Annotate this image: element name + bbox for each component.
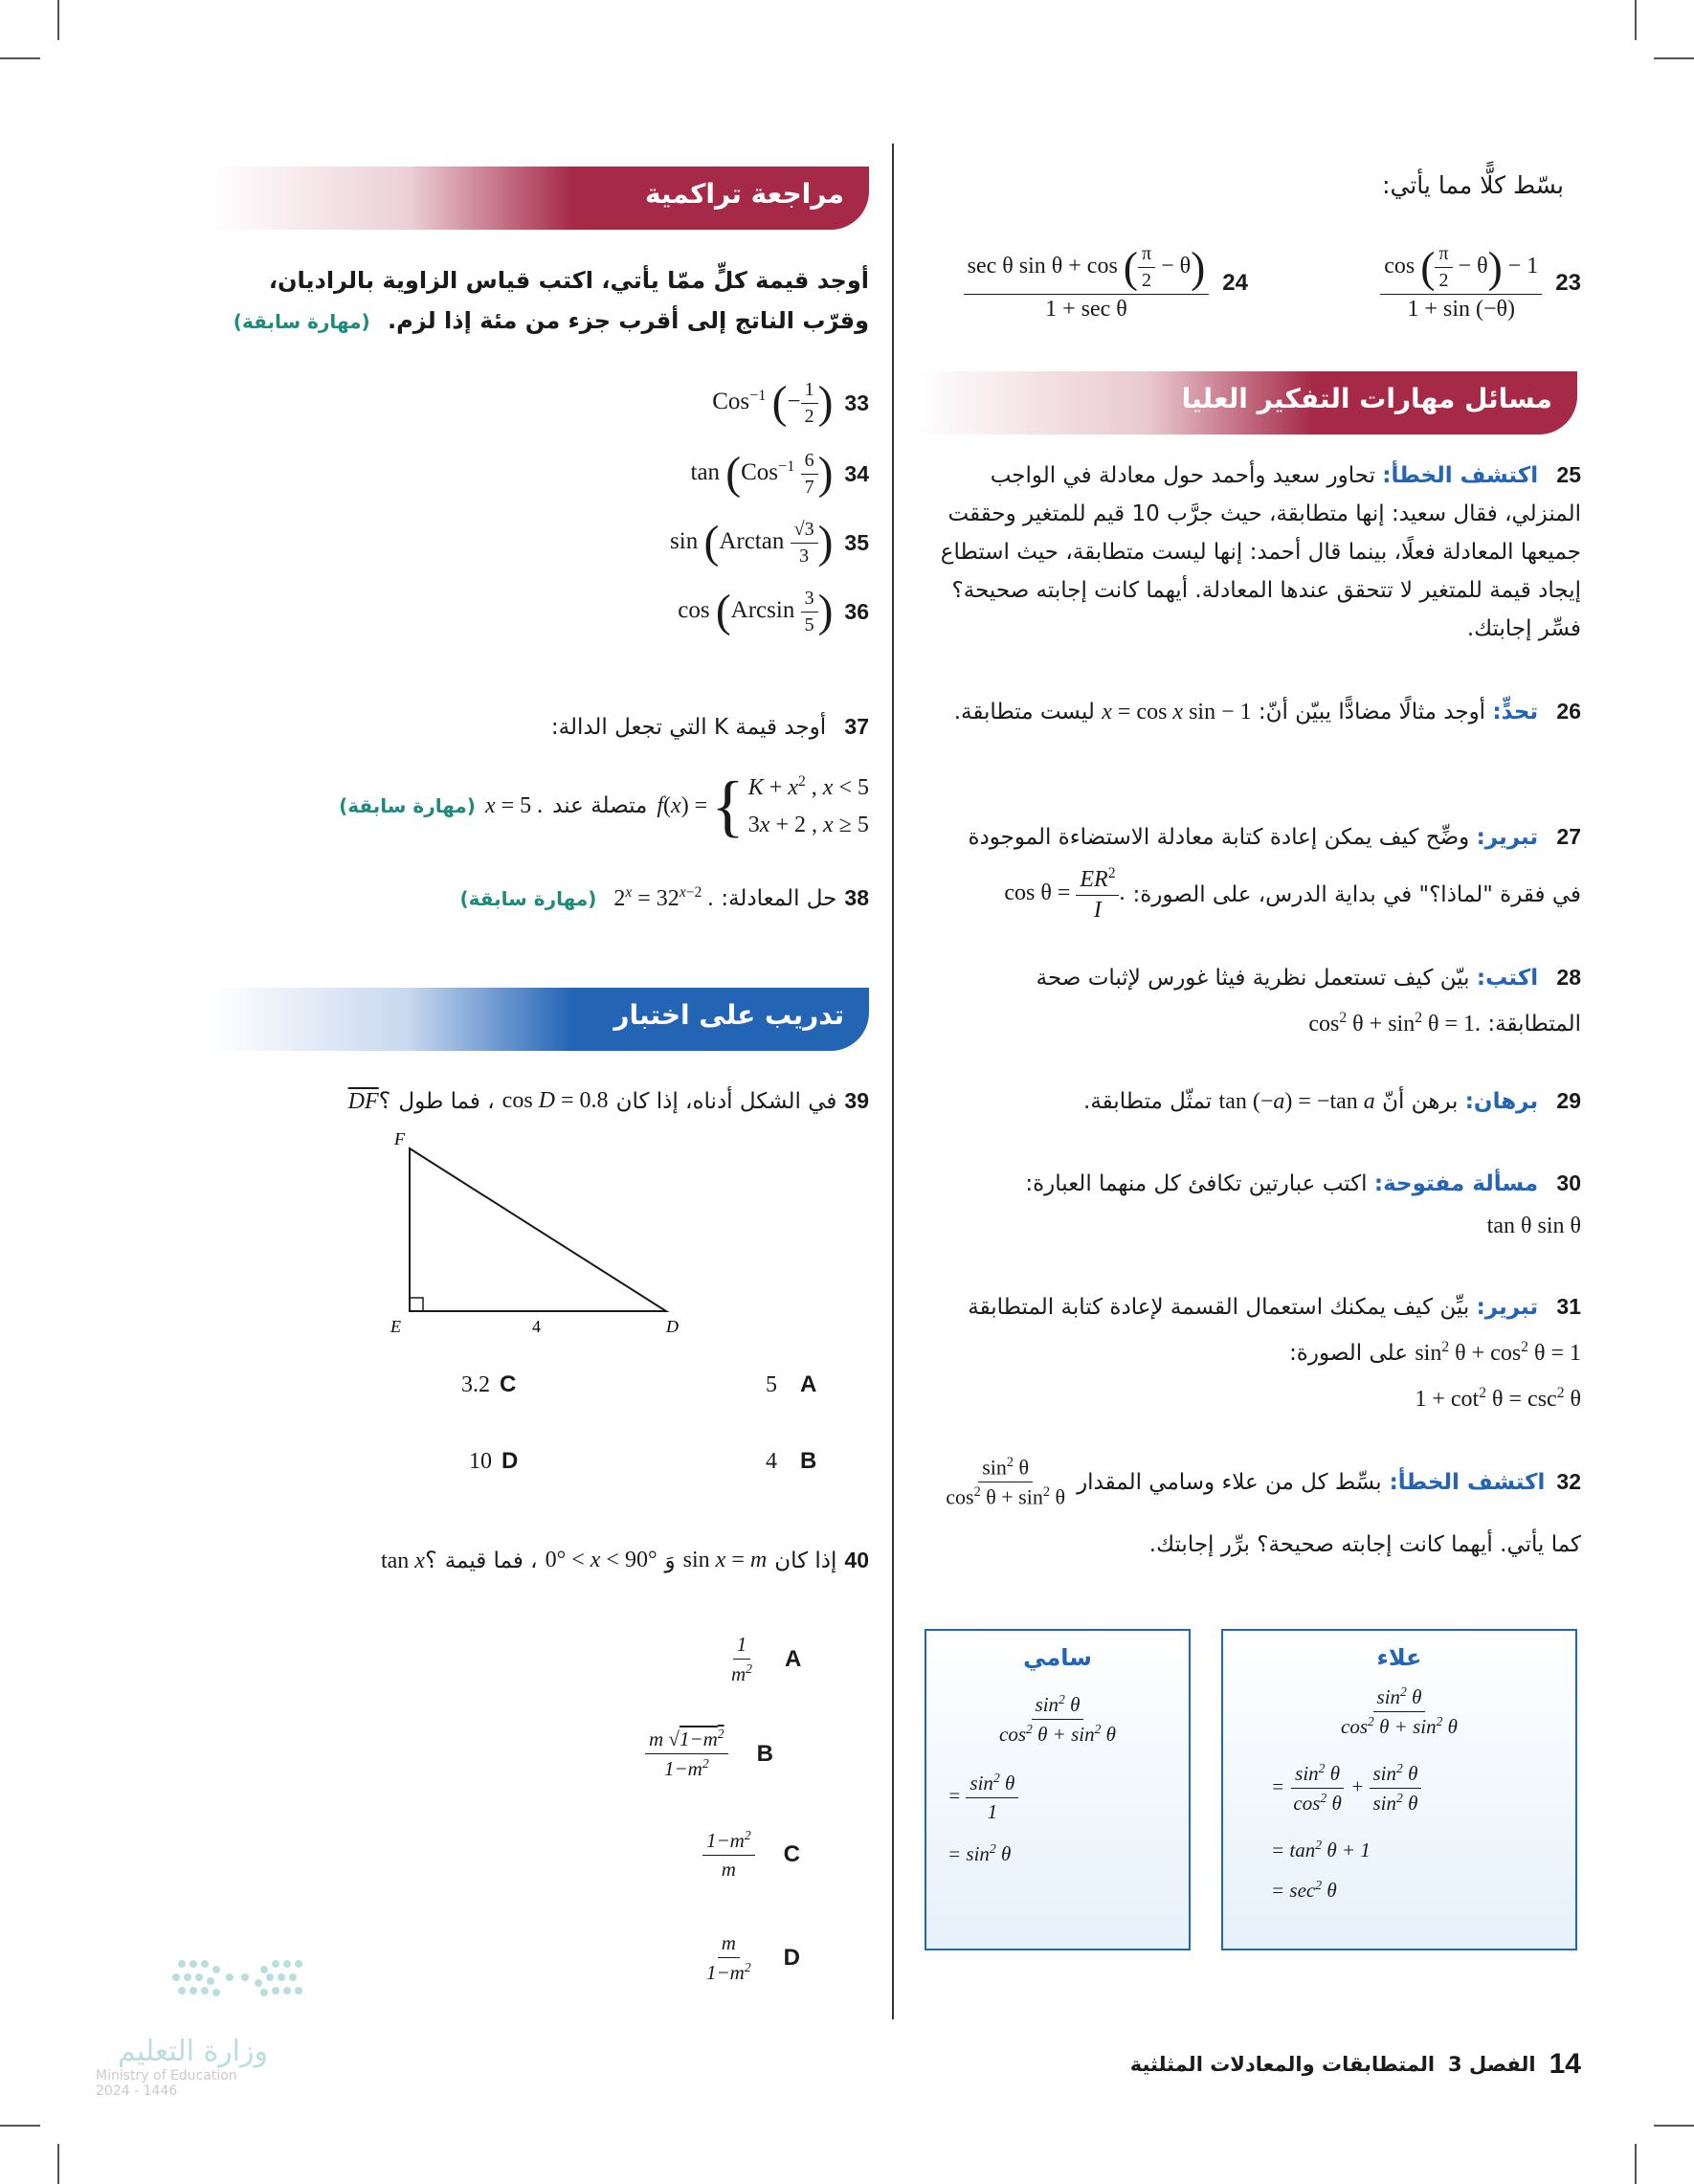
question-text: ، فما طول (398, 1088, 495, 1114)
question-text: وَ (664, 1548, 676, 1573)
option-label: D (502, 1448, 519, 1474)
question-text: بيِّن كيف يمكنك استعمال القسمة لإعادة كتابة المتطابقة (968, 1295, 1470, 1320)
expression-35: sin (Arctan $\frac{√3}{3}$ ) (670, 517, 834, 568)
option-a[interactable] (766, 1371, 816, 1398)
question-27-line2 (930, 865, 1581, 924)
open-ended-label: مسألة مفتوحة: (1373, 1171, 1539, 1196)
question-36 (678, 588, 869, 636)
option-label: B (800, 1448, 817, 1474)
sami-step-0: $\frac{\sin^2 \theta}{\cos^2 \theta + \sin^2 \theta}$ (999, 1692, 1116, 1746)
question-number: 38 (844, 885, 869, 910)
question-number: 30 (1556, 1170, 1581, 1195)
question-text: ليست متطابقة. (953, 700, 1095, 724)
question-text: أوجد مثالًا مضادًّا يبيّن أنّ: (1258, 700, 1486, 724)
question-text: في الشكل أدناه، إذا كان (615, 1088, 837, 1114)
question-number: 23 (1555, 269, 1581, 296)
option-a[interactable] (727, 1633, 801, 1686)
logo-text: وزارة التعليم (117, 2035, 268, 2068)
crop-mark (0, 57, 40, 59)
alaa-name: علاء (1376, 1644, 1422, 1671)
option-value: 5 (766, 1372, 777, 1397)
question-31 (930, 1286, 1581, 1419)
tan-x: tan x؟ (380, 1549, 437, 1573)
intro-text: أوجد قيمة كلٍّ ممّا يأتي، اكتب قياس الزاوية بالراديان، وقرّب الناتج إلى أقرب جزء من مئة إذا لزم. (268, 267, 869, 334)
option-label: C (783, 1841, 801, 1867)
question-number: 36 (844, 599, 869, 624)
question-28 (930, 957, 1581, 1044)
question-number: 28 (1556, 965, 1581, 990)
reasoning-label: تبرير: (1476, 1295, 1539, 1320)
vertex-d-label: D (666, 1317, 679, 1336)
counter-example-equation: x = cos x sin − 1 (1102, 700, 1252, 724)
alaa-step-3: = $\sec^2 \theta$ (1271, 1878, 1337, 1902)
question-text: بسِّط كل من علاء وسامي المقدار (1077, 1469, 1382, 1495)
expression-36: cos (Arcsin $\frac{3}{5}$ ) (678, 586, 834, 636)
question-text: على الصورة: (1289, 1341, 1409, 1366)
question-text: برهن أنّ (1382, 1089, 1459, 1114)
question-text: في فقرة "لماذا؟" في بداية الدرس، على الصورة: (1132, 881, 1581, 907)
find-error-label: اكتشف الخطأ: (1382, 463, 1539, 488)
exponential-equation: $2^x = 32^{x-2}$ . (613, 884, 714, 911)
question-text: بيّن كيف تستعمل نظرية فيثا غورس لإثبات صحة (1036, 966, 1470, 991)
question-39 (348, 1087, 869, 1115)
option-value: $\frac{m √1-m^2}{1-m^2}$ (645, 1727, 728, 1781)
question-25 (930, 456, 1581, 648)
question-number: 31 (1556, 1294, 1581, 1319)
option-value: 10 (469, 1449, 492, 1474)
simplify-intro: بسّط كلًّا مما يأتي: (1382, 171, 1564, 199)
cos-d-value: cos D = 0.8 (502, 1088, 609, 1113)
sami-step-1: = $\frac{\sin^2 \theta}{1}$ (947, 1771, 1018, 1824)
triangle-def (410, 1148, 666, 1311)
question-number: 37 (844, 714, 869, 739)
question-38 (459, 884, 869, 912)
expression-23: cos ( $\frac{\pi}{2}$ − θ) − 1 1 + sin (−θ) (1380, 243, 1542, 323)
proof-label: برهان: (1464, 1089, 1539, 1114)
option-b[interactable] (645, 1727, 773, 1781)
sami-step-2: = $\sin^2 \theta$ (947, 1841, 1012, 1865)
question-35 (670, 519, 869, 568)
write-label: اكتب: (1476, 966, 1539, 991)
piecewise-function: f(x) = { $K + x^2$ , x < 5 3x + 2 , x ≥ 5 (657, 768, 869, 844)
vertex-e-label: E (390, 1317, 401, 1336)
question-number: 40 (844, 1548, 869, 1572)
question-32-line2: كما يأتي. أيهما كانت إجابته صحيحة؟ برِّر إجابتك. (1148, 1532, 1581, 1557)
option-label: D (783, 1945, 801, 1971)
illuminance-formula: cos θ = $\frac{ER^2}{I}$ . (1004, 865, 1126, 923)
question-number: 34 (844, 461, 869, 486)
test-practice-banner (211, 988, 869, 1051)
question-number: 29 (1556, 1088, 1581, 1113)
question-text: وضِّح كيف يمكن إعادة كتابة معادلة الاستضاءة الموجودة (968, 825, 1470, 850)
question-text: حل المعادلة: (721, 885, 837, 911)
option-label: C (500, 1371, 517, 1397)
question-37-function (237, 768, 869, 844)
option-d[interactable] (702, 1931, 800, 1985)
page-footer (1130, 2048, 1581, 2081)
question-29 (930, 1078, 1581, 1125)
alaa-step-2: = $\tan^2 \theta + 1$ (1271, 1838, 1371, 1861)
higher-thinking-banner (917, 371, 1577, 435)
question-number: 26 (1556, 699, 1581, 724)
side-ed-label: 4 (532, 1317, 541, 1336)
prior-skill-tag: (مهارة سابقة) (233, 310, 370, 333)
question-34 (691, 450, 870, 499)
ministry-logo (96, 1945, 345, 2117)
option-c[interactable] (702, 1828, 800, 1882)
question-23 (1380, 243, 1581, 323)
pythagorean-identity: $\cos^2 \theta + \sin^2 \theta = 1$. (1308, 1010, 1482, 1036)
column-divider (892, 144, 894, 2019)
question-26 (930, 691, 1581, 732)
question-27 (930, 813, 1581, 860)
option-label: B (756, 1740, 773, 1767)
expression-33: Cos$^{-1}$ (− $\frac{1}{2}$ ) (712, 377, 834, 428)
alaa-step-1: = $\frac{\sin^2 \theta}{\cos^2 \theta}$ + $\frac{\sin^2 \theta}{\sin^2 \theta}$ (1271, 1761, 1421, 1816)
expression-34: tan (Cos$^{-1}$ $\frac{6}{7}$ ) (690, 448, 834, 499)
alaa-solution-box (1221, 1629, 1577, 1950)
question-number: 24 (1222, 269, 1248, 296)
vertex-f-label: F (394, 1129, 405, 1148)
crop-mark (1654, 2125, 1694, 2127)
logo-dots-icon (96, 1945, 345, 2031)
question-number: 27 (1556, 824, 1581, 849)
identity-rewritten: $1 + \cot^2 \theta = \csc^2 \theta$ (1415, 1385, 1581, 1412)
question-24 (964, 243, 1248, 323)
question-text: ، فما قيمة (444, 1548, 538, 1573)
crop-mark (1654, 57, 1694, 59)
banner-title: مسائل مهارات التفكير العليا (1181, 383, 1552, 414)
question-text: تحاور سعيد وأحمد حول معادلة في الواجب المنزلي، فقال سعيد: إنها متطابقة، حيث جرَّب 10 قيم للمتغير وحققت جميعها المعادلة فعلًا، بينما قال أحمد: إنها ليست متطابقة، حيث استطاع إيجاد قيمة للمتغير لا تتحقق عندها المعادلة. أيهما كانت إجابته صحيحة؟ فسِّر إجابتك. (940, 463, 1581, 641)
question-32 (930, 1455, 1581, 1510)
sami-name: سامي (1023, 1644, 1092, 1671)
option-b[interactable] (766, 1447, 816, 1475)
crop-mark (57, 0, 59, 40)
challenge-label: تحدٍّ: (1492, 700, 1539, 724)
crop-mark (57, 2144, 59, 2184)
option-c[interactable] (461, 1371, 516, 1398)
option-value: $\frac{1-m^2}{m}$ (702, 1828, 755, 1882)
find-error-label: اكتشف الخطأ: (1389, 1469, 1546, 1495)
question-text: أوجد قيمة K التي تجعل الدالة: (550, 715, 827, 740)
continuous-text: متصلة عند (552, 793, 648, 818)
option-label: A (800, 1371, 817, 1397)
crop-mark (1635, 2144, 1637, 2184)
reasoning-label: تبرير: (1476, 825, 1539, 850)
question-text: تمثّل متطابقة. (1083, 1089, 1213, 1114)
question-37 (551, 714, 869, 740)
banner-title: تدريب على اختبار (613, 999, 844, 1031)
expression-32: $\frac{\sin^2 \theta}{\cos^2 \theta + \sin^2 \theta}$ (946, 1455, 1066, 1509)
chapter-label: الفصل 3 (1448, 2053, 1536, 2076)
expression-24: sec θ sin θ + cos ( $\frac{\pi}{2}$ − θ) 1 + sec θ (964, 243, 1210, 323)
question-number: 39 (844, 1088, 869, 1113)
cumulative-review-banner (211, 167, 869, 230)
option-value: $\frac{1}{m^2}$ (731, 1633, 752, 1685)
logo-subtext: Ministry of Education (96, 2068, 237, 2084)
crop-mark (1635, 0, 1637, 40)
sin-x-equals-m: sin x = m (682, 1548, 768, 1572)
segment-df: $\overline{DF}؟$ (347, 1089, 391, 1114)
question-number: 25 (1556, 462, 1581, 487)
option-value: 3.2 (461, 1372, 490, 1397)
question-33 (712, 379, 869, 428)
question-number: 33 (844, 390, 869, 415)
option-value: 4 (766, 1449, 777, 1474)
tan-sin-expression: tan θ sin θ (1486, 1214, 1581, 1238)
review-intro (228, 260, 869, 342)
prior-skill-tag: (مهارة سابقة) (459, 886, 597, 910)
question-text: إذا كان (774, 1548, 837, 1573)
triangle-figure (383, 1129, 699, 1340)
identity-original: $\sin^2 \theta + \cos^2 \theta = 1$ (1415, 1339, 1581, 1366)
logo-year: 2024 - 1446 (96, 2084, 178, 2099)
question-number: 32 (1556, 1469, 1581, 1495)
option-label: A (785, 1646, 802, 1672)
crop-mark (0, 2125, 40, 2127)
prior-skill-tag: (مهارة سابقة) (339, 794, 476, 817)
question-text: اكتب عبارتين تكافئ كل منهما العبارة: (1025, 1171, 1368, 1196)
question-text: المتطابقة: (1487, 1012, 1581, 1036)
banner-title: مراجعة تراكمية (644, 178, 844, 210)
continuity-point: x = 5 . (484, 792, 544, 818)
option-d[interactable] (469, 1447, 518, 1475)
tan-identity: tan (−a) = −tan a (1218, 1089, 1375, 1114)
angle-range: 0° < x < 90° (545, 1548, 658, 1572)
right-angle-mark (410, 1298, 423, 1311)
question-number: 35 (844, 530, 869, 555)
sami-solution-box (925, 1629, 1191, 1950)
page-number: 14 (1549, 2048, 1581, 2080)
option-value: $\frac{m}{1-m^2}$ (706, 1931, 751, 1984)
chapter-title: المتطابقات والمعادلات المثلثية (1129, 2053, 1436, 2076)
question-40 (381, 1547, 869, 1574)
alaa-step-0: $\frac{\sin^2 \theta}{\cos^2 \theta + \sin^2 \theta}$ (1341, 1684, 1458, 1738)
question-30 (930, 1162, 1581, 1247)
